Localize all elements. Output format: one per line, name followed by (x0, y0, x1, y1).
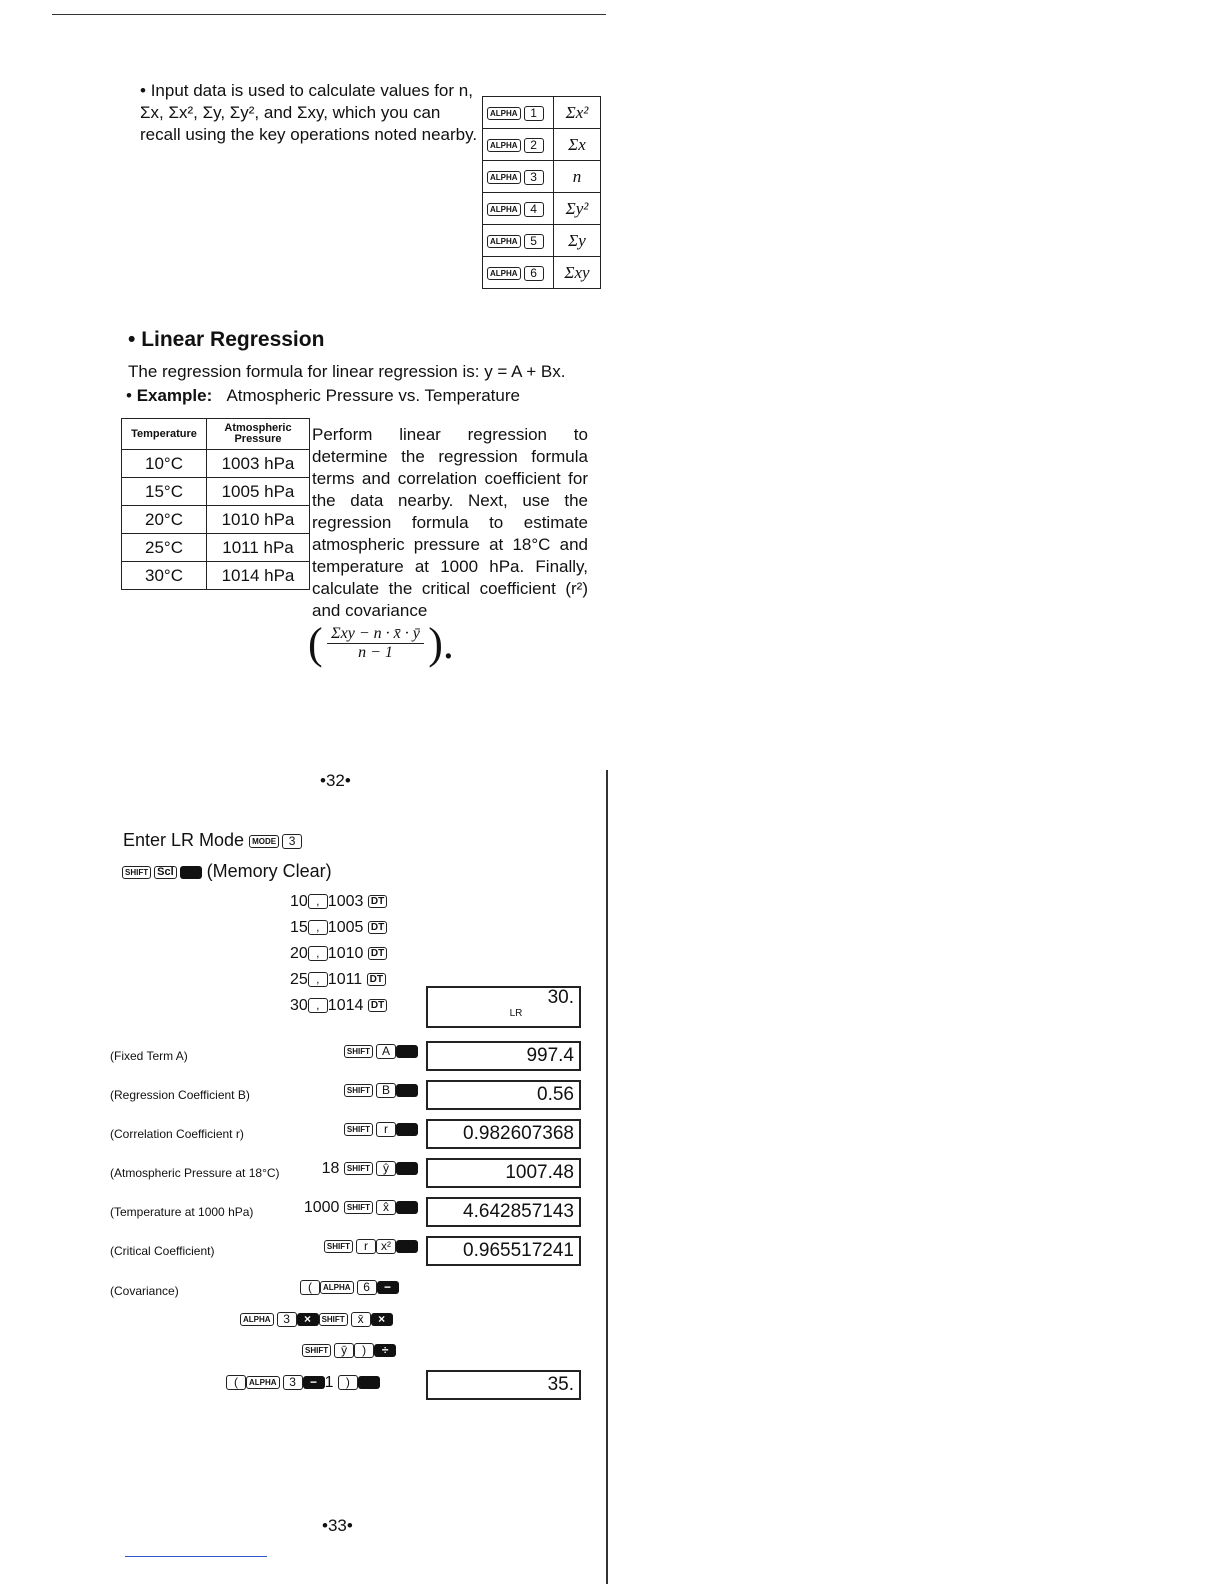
formula-fraction (327, 625, 424, 662)
temperature-cell: 15°C (122, 478, 207, 506)
result-keys (304, 1199, 418, 1217)
number-key[interactable]: 3 (524, 170, 544, 185)
temperature-cell: 20°C (122, 506, 207, 534)
result-display: 997.4 (426, 1041, 581, 1071)
table-row (122, 478, 310, 506)
key-cell (483, 225, 554, 257)
display-entries-value: 30. (547, 987, 574, 1008)
result-label: (Critical Coefficient) (110, 1244, 215, 1258)
data-table (121, 418, 310, 590)
comma-key[interactable]: , (308, 920, 328, 935)
display-entries (426, 986, 581, 1028)
key-cell (483, 161, 554, 193)
xbar-key[interactable]: x̄ (351, 1312, 371, 1327)
result-prefix: 1000 (303, 1199, 340, 1216)
alpha-key[interactable]: ALPHA (487, 139, 521, 152)
example-paragraph: Perform linear regression to determine the regression formula terms and correlation coefficient for the data nearby. Next, use the regression formula to estimate atmospheric pressure at 18°C and temperature at 1000 hPa. Finally, calculate the critical coefficient (r²) and covariance (312, 425, 588, 620)
formula-denominator: n − 1 (358, 644, 393, 661)
alpha-key[interactable]: ALPHA (487, 267, 521, 280)
number-key[interactable]: 6 (524, 266, 544, 281)
dt-key[interactable]: DT (368, 947, 387, 960)
table-row (122, 562, 310, 590)
dt-key[interactable]: DT (368, 921, 387, 934)
close-paren-key[interactable]: ) (354, 1343, 374, 1358)
mode-3-key[interactable]: 3 (282, 834, 302, 849)
equals-key[interactable] (180, 866, 202, 879)
result-prefix: 18 (321, 1160, 340, 1177)
function-key[interactable]: A (376, 1044, 396, 1059)
entry-line (290, 945, 390, 963)
result-keys (344, 1082, 418, 1100)
function-key[interactable]: r (376, 1122, 396, 1137)
pressure-cell: 1011 hPa (207, 534, 310, 562)
formula-line: The regression formula for linear regression is: y = A + Bx. (128, 362, 566, 381)
dt-key[interactable]: DT (367, 973, 386, 986)
table-row (122, 450, 310, 478)
shift-key[interactable]: SHIFT (344, 1162, 373, 1175)
result-keys (344, 1121, 418, 1139)
scl-key[interactable]: Scl (154, 866, 177, 879)
shift-key[interactable]: SHIFT (344, 1084, 373, 1097)
number-key[interactable]: 5 (524, 234, 544, 249)
alpha-key[interactable]: ALPHA (487, 171, 521, 184)
function-key[interactable]: ŷ (376, 1161, 396, 1176)
temperature-cell: 10°C (122, 450, 207, 478)
symbol-cell: Σxy (554, 257, 601, 289)
key-cell (483, 193, 554, 225)
open-paren-key[interactable]: ( (226, 1375, 246, 1390)
entry-x: 10 (290, 893, 308, 910)
shift-key[interactable]: SHIFT (344, 1045, 373, 1058)
close-paren-key[interactable]: ) (338, 1375, 358, 1390)
key-table-row (483, 225, 601, 257)
number-key[interactable]: 4 (524, 202, 544, 217)
left-paren: ( (308, 619, 323, 668)
memory-clear-text: (Memory Clear) (206, 861, 332, 881)
alpha-key[interactable]: ALPHA (246, 1376, 280, 1389)
divide-key[interactable]: ÷ (374, 1344, 396, 1357)
open-paren-key[interactable]: ( (300, 1280, 320, 1295)
shift-key[interactable]: SHIFT (302, 1344, 331, 1357)
dt-key[interactable]: DT (368, 999, 387, 1012)
key-table-row (483, 193, 601, 225)
equals-key[interactable] (396, 1240, 418, 1253)
intro-bullet (140, 80, 480, 146)
one-text: 1 (324, 1374, 334, 1391)
header-pressure: Atmospheric Pressure (207, 419, 310, 450)
six-key[interactable]: 6 (357, 1280, 377, 1295)
bullet-dot: • (140, 81, 151, 100)
result-keys (322, 1160, 418, 1178)
covariance-label: (Covariance) (110, 1284, 179, 1298)
shift-key[interactable]: SHIFT (344, 1123, 373, 1136)
footer-link-rule (125, 1556, 267, 1557)
result-display: 0.56 (426, 1080, 581, 1110)
square-key[interactable]: x² (376, 1239, 396, 1254)
cov-keys-row3 (302, 1342, 396, 1360)
result-display: 4.642857143 (426, 1197, 581, 1227)
comma-key[interactable]: , (308, 998, 328, 1013)
pressure-cell: 1005 hPa (207, 478, 310, 506)
key-cell (483, 257, 554, 289)
mode-key[interactable]: MODE (249, 835, 279, 848)
entry-x: 25 (290, 971, 308, 988)
table-row (122, 506, 310, 534)
result-display: 0.982607368 (426, 1119, 581, 1149)
minus-key[interactable]: − (303, 1376, 325, 1389)
key-table-row (483, 97, 601, 129)
shift-key[interactable]: SHIFT (319, 1313, 348, 1326)
alpha-key[interactable]: ALPHA (487, 235, 521, 248)
result-keys (344, 1043, 418, 1061)
temperature-cell: 30°C (122, 562, 207, 590)
symbol-cell: Σy² (554, 193, 601, 225)
section-title-text: Linear Regression (141, 328, 325, 351)
function-key[interactable]: r (356, 1239, 376, 1254)
times-key[interactable]: × (297, 1313, 319, 1326)
key-cell (483, 97, 554, 129)
shift-key[interactable]: SHIFT (122, 866, 151, 879)
times-key[interactable]: × (371, 1313, 393, 1326)
temperature-cell: 25°C (122, 534, 207, 562)
entry-line (290, 971, 389, 989)
entry-line (290, 919, 390, 937)
shift-key[interactable]: SHIFT (344, 1201, 373, 1214)
entry-y: 1005 (327, 919, 364, 936)
intro-text: Input data is used to calculate values for n, Σx, Σx², Σy, Σy², and Σxy, which you can recall using the key operations noted nearby. (140, 81, 478, 144)
comma-key[interactable]: , (308, 946, 328, 961)
number-key[interactable]: 2 (524, 138, 544, 153)
example-label: Example: (136, 386, 213, 405)
memory-clear-line (122, 861, 332, 882)
shift-key[interactable]: SHIFT (324, 1240, 353, 1253)
page-number-33: •33• (322, 1516, 353, 1535)
covariance-display: 35. (426, 1370, 581, 1400)
symbol-cell: n (554, 161, 601, 193)
display-mode-indicator: LR (509, 1008, 523, 1019)
result-label: (Atmospheric Pressure at 18°C) (110, 1166, 280, 1180)
example-heading: • Example: Atmospheric Pressure vs. Temperature (126, 386, 520, 405)
top-rule (52, 14, 606, 15)
minus-key[interactable]: − (377, 1281, 399, 1294)
result-label: (Regression Coefficient B) (110, 1088, 250, 1102)
entry-x: 20 (290, 945, 308, 962)
ybar-key[interactable]: ȳ (334, 1343, 354, 1358)
three-key[interactable]: 3 (283, 1375, 303, 1390)
result-keys (324, 1238, 418, 1256)
pressure-cell: 1010 hPa (207, 506, 310, 534)
alpha-key[interactable]: ALPHA (320, 1281, 354, 1294)
entry-y: 1014 (327, 997, 364, 1014)
result-label: (Temperature at 1000 hPa) (110, 1205, 254, 1219)
formula-numerator: Σxy − n · x̄ · ȳ (327, 625, 424, 644)
three-key[interactable]: 3 (277, 1312, 297, 1327)
section-title: • Linear Regression (128, 328, 325, 351)
equals-key[interactable] (396, 1045, 418, 1058)
equals-key[interactable] (396, 1123, 418, 1136)
enter-mode-text: Enter LR Mode (123, 830, 245, 850)
entry-line (290, 997, 390, 1015)
symbol-cell: Σx² (554, 97, 601, 129)
equals-key[interactable] (358, 1376, 380, 1389)
pressure-cell: 1014 hPa (207, 562, 310, 590)
page-number-32: •32• (320, 771, 351, 790)
result-display: 1007.48 (426, 1158, 581, 1188)
header-temperature: Temperature (122, 419, 207, 450)
symbol-cell: Σx (554, 129, 601, 161)
key-cell (483, 129, 554, 161)
key-table-row (483, 161, 601, 193)
cov-keys-row2 (240, 1311, 393, 1329)
alpha-key[interactable]: ALPHA (487, 203, 521, 216)
enter-mode-line (123, 830, 302, 851)
result-display: 0.965517241 (426, 1236, 581, 1266)
cov-keys-row1 (300, 1279, 399, 1297)
function-key[interactable]: x̂ (376, 1200, 396, 1215)
entry-y: 1010 (327, 945, 364, 962)
result-label: (Fixed Term A) (110, 1049, 188, 1063)
entry-x: 30 (290, 997, 308, 1014)
alpha-key[interactable]: ALPHA (240, 1313, 274, 1326)
right-paren: ). (428, 619, 454, 668)
page-divider (606, 770, 608, 1584)
equals-key[interactable] (396, 1084, 418, 1097)
pressure-cell: 1003 hPa (207, 450, 310, 478)
key-table-row (483, 129, 601, 161)
result-label: (Correlation Coefficient r) (110, 1127, 244, 1141)
equals-key[interactable] (396, 1162, 418, 1175)
key-operations-table (482, 96, 601, 289)
equals-key[interactable] (396, 1201, 418, 1214)
key-table-row (483, 257, 601, 289)
entry-y: 1011 (327, 971, 363, 988)
entry-line (290, 893, 390, 911)
number-key[interactable]: 1 (524, 106, 544, 121)
entry-y: 1003 (327, 893, 364, 910)
covariance-formula (308, 618, 454, 669)
symbol-cell: Σy (554, 225, 601, 257)
function-key[interactable]: B (376, 1083, 396, 1098)
comma-key[interactable]: , (308, 972, 328, 987)
cov-keys-row4 (226, 1374, 380, 1392)
dt-key[interactable]: DT (368, 895, 387, 908)
table-row (122, 534, 310, 562)
comma-key[interactable]: , (308, 894, 328, 909)
alpha-key[interactable]: ALPHA (487, 107, 521, 120)
example-title: Atmospheric Pressure vs. Temperature (226, 386, 520, 405)
entry-x: 15 (290, 919, 308, 936)
